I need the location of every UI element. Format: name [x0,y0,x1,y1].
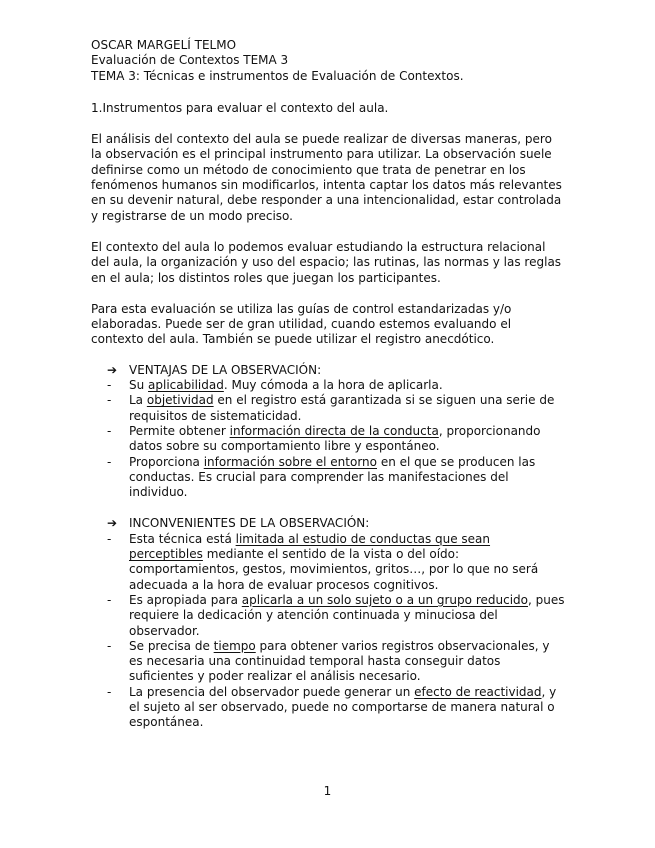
item-text-after: , pues requiere la dedicación y atención continuada y minuciosa del observador. [129,592,565,638]
list-item [91,685,566,731]
dash-bullet: - [107,454,112,469]
item-text-after: . Muy cómoda a la hora de aplicarla. [223,378,443,393]
item-text-underlined: efecto de reactividad [414,684,542,699]
item-text-after: , y el sujeto al ser observado, puede no comportarse de manera natural o espontánea. [129,684,557,730]
item-text-before: La presencia del observador puede generar un [129,684,415,699]
list-item-text [129,685,566,731]
list-item-text [129,639,566,685]
dash-bullet: - [107,592,112,607]
dash-bullet: - [107,531,112,546]
inconvenientes-list [91,532,566,731]
list-item-text [129,455,566,501]
list-item-text [129,532,566,593]
item-text-before: La [129,393,147,408]
arrow-right-icon: ➔ [107,516,118,531]
list-item [91,455,566,501]
item-text-underlined: aplicarla a un solo sujeto o a un grupo reducido [241,592,528,607]
item-text-underlined: aplicabilidad [148,378,224,393]
item-text-after: en el registro está garantizada si se siguen una serie de requisitos de sistematicidad. [129,393,555,423]
list-item [91,639,566,685]
page-number: 1 [323,784,332,798]
item-text-underlined: limitada al estudio de conductas que sean perceptibles [129,531,491,562]
item-text-underlined: tiempo [213,638,256,653]
inconvenientes-heading-row [107,516,566,531]
dash-bullet: - [107,638,112,653]
item-text-before: Es apropiada para [129,592,242,607]
list-item-text [129,393,566,424]
list-item [91,532,566,593]
header-course: Evaluación de Contextos TEMA 3 [91,53,289,68]
item-text-before: Se precisa de [129,638,214,653]
list-item [91,378,566,393]
item-text-after: para obtener varios registros observacionales, y es necesaria una continuidad temporal hasta conseguir datos suficientes y poder realizar el análisis necesario. [129,638,550,684]
document-title: TEMA 3: Técnicas e instrumentos de Evaluación de Contextos. [91,68,464,83]
ventajas-heading-row [107,363,566,378]
header-author: OSCAR MARGELÍ TELMO [91,38,237,52]
list-item [91,424,566,455]
paragraph-2: El contexto del aula lo podemos evaluar estudiando la estructura relacional del aula, la organización y uso del espacio; las rutinas, las normas y las reglas en el aula; los distintos roles que juegan los participantes. [91,239,562,285]
paragraph-3: Para esta evaluación se utiliza las guías de control estandarizadas y/o elaboradas. Puede ser de gran utilidad, cuando estemos evaluando el contexto del aula. También se puede utilizar el registro anecdótico. [91,301,512,347]
ventajas-section [91,363,566,501]
item-text-after: en el que se producen las conductas. Es crucial para comprender las manifestaciones del individuo. [129,454,536,500]
dash-bullet: - [107,393,112,408]
dash-bullet: - [107,684,112,699]
item-text-before: Proporciona [129,454,204,469]
item-text-underlined: información directa de la conducta [229,423,439,438]
inconvenientes-section [91,516,566,730]
page-content [91,38,566,731]
section-heading: 1.Instrumentos para evaluar el contexto del aula. [91,100,389,115]
item-text-after: , proporcionando datos sobre su comportamiento libre y espontáneo. [129,423,541,454]
item-text-before: Su [129,378,149,393]
arrow-right-icon: ➔ [107,362,118,377]
list-item-text [129,424,566,455]
inconvenientes-heading: INCONVENIENTES DE LA OBSERVACIÓN: [129,516,370,531]
list-item [91,393,566,424]
item-text-after: mediante el sentido de la vista o del oído: comportamientos, gestos, movimientos, gritos…, por lo que no será adecuada a la hora de evaluar procesos cognitivos. [129,547,539,592]
item-text-underlined: información sobre el entorno [203,454,377,469]
ventajas-heading: VENTAJAS DE LA OBSERVACIÓN: [129,362,322,377]
dash-bullet: - [107,378,112,393]
list-item-text [129,378,566,393]
ventajas-list [91,378,566,500]
list-item-text [129,593,566,639]
item-text-underlined: objetividad [146,393,214,408]
dash-bullet: - [107,423,112,438]
paragraph-1: El análisis del contexto del aula se puede realizar de diversas maneras, pero la observación es el principal instrumento para utilizar. La observación suele definirse como un método de conocimiento que trata de penetrar en los fenómenos humanos sin modificarlos, intenta captar los datos más relevantes en su devenir natural, debe responder a una intencionalidad, estar controlada y registrarse de un modo preciso. [91,132,562,223]
item-text-before: Permite obtener [129,423,230,438]
list-item [91,593,566,639]
item-text-before: Esta técnica está [129,531,236,546]
